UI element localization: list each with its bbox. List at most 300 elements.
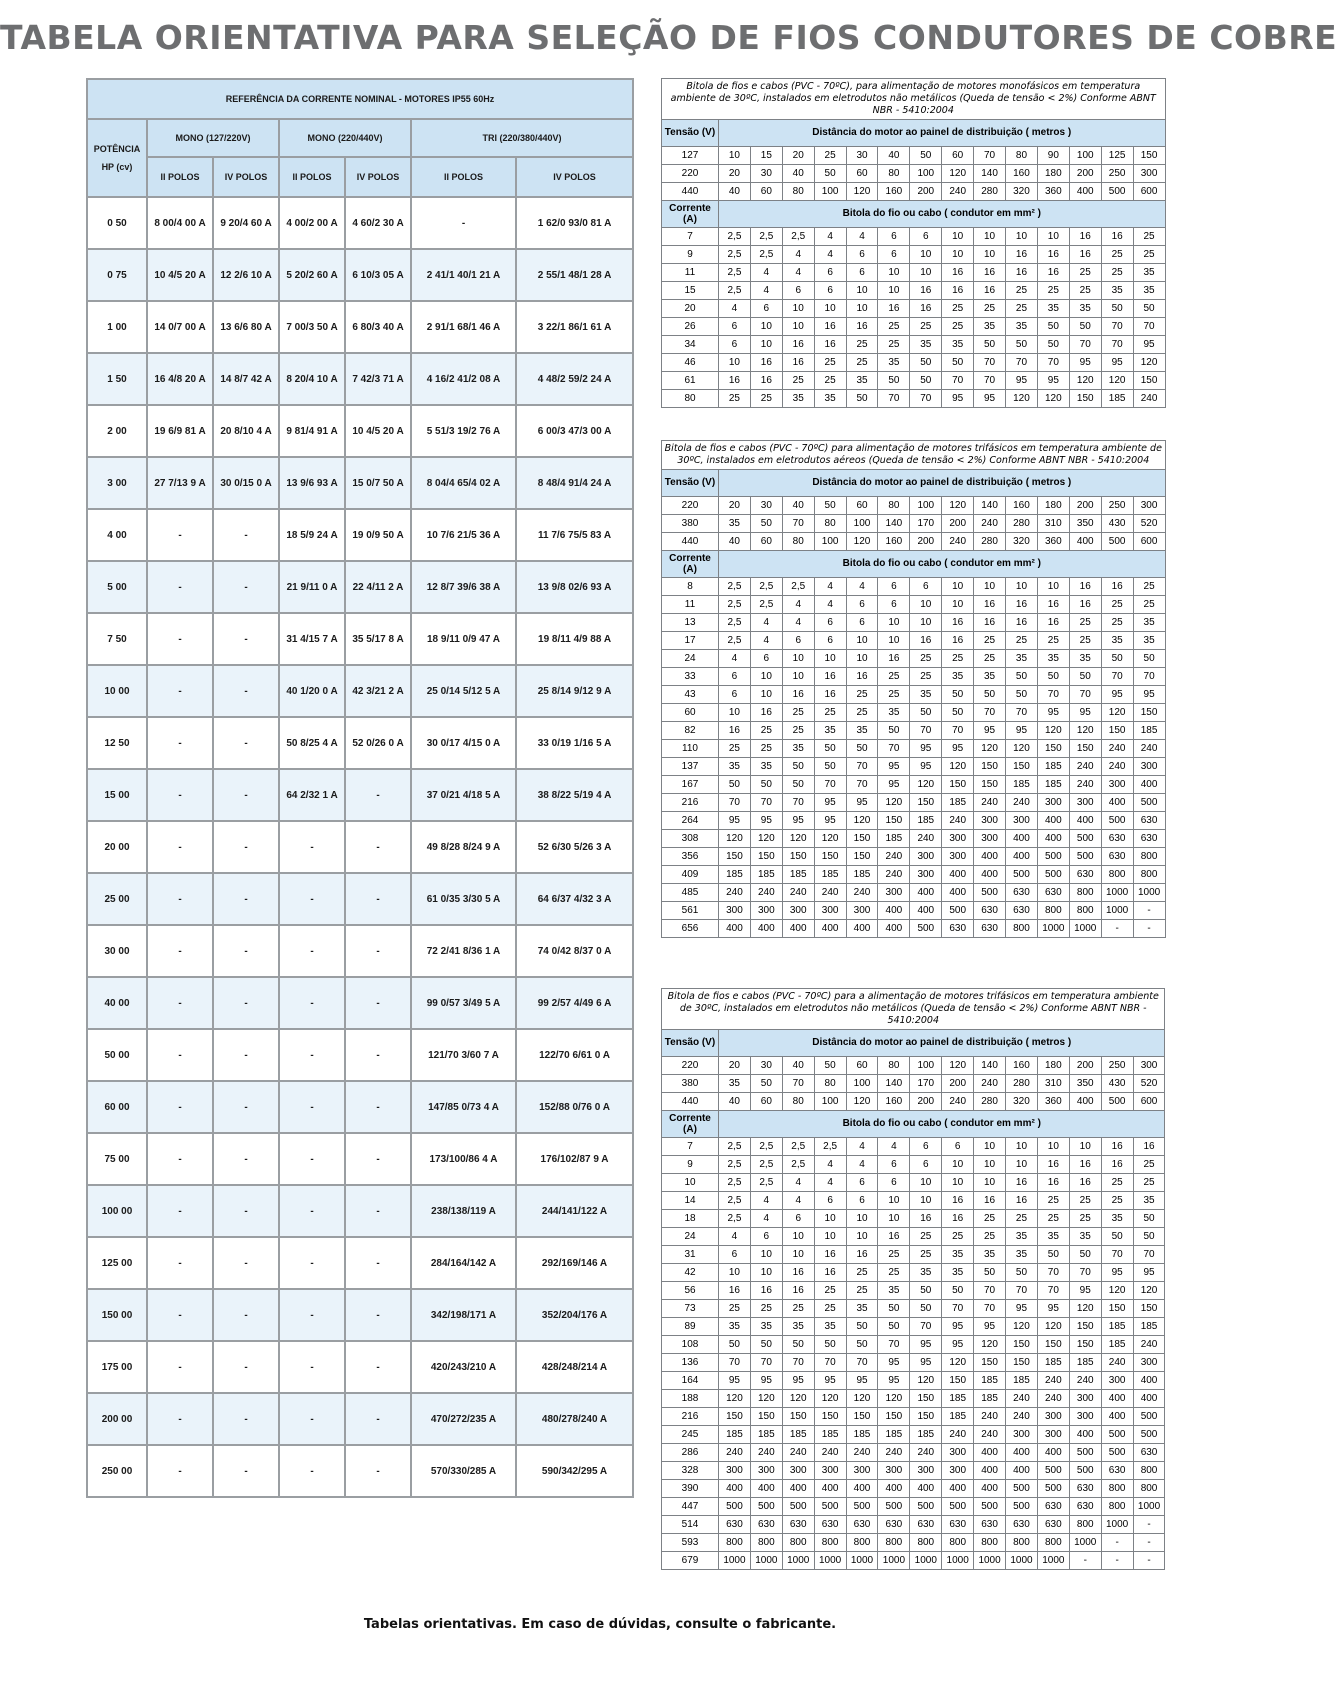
gauge-table-tri-aereos — [661, 440, 1166, 938]
current-cell: 61 0/35 3/30 5 A — [411, 873, 516, 925]
current-cell: 238/138/119 A — [411, 1185, 516, 1237]
current-cell: 147/85 0/73 4 A — [411, 1081, 516, 1133]
gauge-cell: 50 — [1069, 1246, 1101, 1264]
gauge-cell: 1000 — [814, 1552, 846, 1570]
current-cell: - — [213, 1133, 279, 1185]
gauge-cell: 240 — [1037, 1372, 1069, 1390]
gauge-cell: 25 — [846, 704, 878, 722]
gauge-cell: 25 — [814, 372, 846, 390]
gauge-cell: 120 — [719, 1390, 751, 1408]
gauge-cell: 500 — [719, 1498, 751, 1516]
gauge-cell: 10 — [942, 1156, 974, 1174]
distance-cell: 60 — [846, 1057, 878, 1075]
gauge-cell: 800 — [1069, 902, 1101, 920]
gauge-cell: 35 — [814, 722, 846, 740]
table-row — [662, 1282, 1165, 1300]
current-cell: 14 0/7 00 A — [147, 301, 213, 353]
current-cell: 9 20/4 60 A — [213, 197, 279, 249]
current-cell: 11 7/6 75/5 83 A — [516, 509, 633, 561]
gauge-cell: 70 — [1037, 1282, 1069, 1300]
gauge-cell: 150 — [1133, 372, 1165, 390]
gauge-cell: 500 — [1069, 830, 1101, 848]
table-row — [662, 1264, 1165, 1282]
gauge-cell: 50 — [974, 686, 1006, 704]
current-cell: 9 — [662, 246, 719, 264]
gauge-cell: 95 — [974, 1318, 1006, 1336]
gauge-cell: 185 — [846, 1426, 878, 1444]
gauge-cell: 10 — [878, 1192, 910, 1210]
gauge-cell: 4 — [814, 596, 846, 614]
gauge-cell: 10 — [1006, 1156, 1038, 1174]
gauge-cell: 150 — [719, 1408, 751, 1426]
distance-cell: 100 — [846, 1075, 878, 1093]
current-cell: 15 0/7 50 A — [345, 457, 411, 509]
potencia-cell: 3 00 — [87, 457, 147, 509]
gauge-cell: 10 — [719, 354, 751, 372]
gauge-cell: 400 — [750, 920, 782, 938]
gauge-cell: 630 — [910, 1516, 942, 1534]
table-row — [662, 372, 1166, 390]
current-cell: 6 10/3 05 A — [345, 249, 411, 301]
table-caption: Bitola de fios e cabos (PVC - 70ºC) para a alimentação de motores trifásicos em temperatura ambiente de 30ºC, instalados em eletrodutos não metálicos (Queda de tensão < 2%) Conforme ABNT NBR - 5410:2004 — [662, 989, 1165, 1030]
table-row — [662, 668, 1166, 686]
gauge-cell: 50 — [1006, 336, 1038, 354]
current-cell: 61 — [662, 372, 719, 390]
distance-cell: 520 — [1133, 515, 1165, 533]
current-cell: - — [213, 1445, 279, 1497]
gauge-cell: 16 — [1101, 1138, 1133, 1156]
gauge-cell: 10 — [974, 578, 1006, 596]
gauge-cell: 4 — [719, 1228, 751, 1246]
gauge-cell: 800 — [1133, 848, 1165, 866]
current-cell: - — [147, 977, 213, 1029]
distance-cell: 60 — [942, 147, 974, 165]
current-cell: 30 0/15 0 A — [213, 457, 279, 509]
gauge-cell: 35 — [910, 336, 942, 354]
gauge-cell: 50 — [910, 704, 942, 722]
gauge-cell: 10 — [1037, 1138, 1069, 1156]
current-cell: - — [147, 561, 213, 613]
gauge-cell: 35 — [974, 1246, 1006, 1264]
distance-cell: 50 — [750, 515, 782, 533]
gauge-cell: 800 — [1133, 866, 1165, 884]
gauge-cell: 25 — [910, 318, 942, 336]
current-cell: - — [345, 1341, 411, 1393]
motor-table-header: REFERÊNCIA DA CORRENTE NOMINAL - MOTORES IP55 60Hz — [87, 79, 633, 119]
gauge-cell: 50 — [719, 1336, 751, 1354]
current-cell: - — [279, 977, 345, 1029]
current-cell: 24 — [662, 650, 719, 668]
gauge-cell: 16 — [1101, 228, 1133, 246]
current-cell: 10 4/5 20 A — [345, 405, 411, 457]
gauge-cell: 95 — [878, 1372, 910, 1390]
gauge-cell: 16 — [750, 704, 782, 722]
current-cell: 470/272/235 A — [411, 1393, 516, 1445]
gauge-cell: 240 — [782, 1444, 814, 1462]
gauge-cell: 25 — [1069, 282, 1101, 300]
gauge-cell: - — [1101, 1534, 1133, 1552]
current-cell: - — [213, 925, 279, 977]
gauge-cell: 150 — [1006, 1336, 1038, 1354]
current-cell: 17 — [662, 632, 719, 650]
gauge-cell: - — [1101, 920, 1133, 938]
distance-cell: 20 — [719, 497, 751, 515]
gauge-cell: 50 — [942, 1282, 974, 1300]
distance-cell: 80 — [814, 1075, 846, 1093]
gauge-cell: 120 — [750, 830, 782, 848]
gauge-cell: 50 — [1133, 1210, 1165, 1228]
gauge-cell: 500 — [1133, 794, 1165, 812]
gauge-cell: 300 — [719, 1462, 751, 1480]
current-cell: 328 — [662, 1462, 719, 1480]
current-cell: - — [345, 873, 411, 925]
table-row — [662, 578, 1166, 596]
gauge-cell: 10 — [910, 614, 942, 632]
gauge-cell: 800 — [1006, 920, 1038, 938]
gauge-cell: 240 — [1101, 758, 1133, 776]
gauge-cell: 35 — [719, 1318, 751, 1336]
table-row — [662, 282, 1166, 300]
gauge-cell: 630 — [1069, 1498, 1101, 1516]
gauge-cell: 1000 — [846, 1552, 878, 1570]
gauge-cell: 10 — [878, 282, 910, 300]
gauge-cell: 35 — [782, 740, 814, 758]
page-title: TABELA ORIENTATIVA PARA SELEÇÃO DE FIOS CONDUTORES DE COBRE — [0, 18, 1337, 57]
gauge-cell: 95 — [1133, 686, 1165, 704]
gauge-cell: 150 — [1101, 1300, 1133, 1318]
current-cell: 8 20/4 10 A — [279, 353, 345, 405]
gauge-cell: 1000 — [750, 1552, 782, 1570]
current-cell: 31 4/15 7 A — [279, 613, 345, 665]
gauge-cell: 240 — [1069, 758, 1101, 776]
distance-cell: 100 — [846, 515, 878, 533]
gauge-cell: 240 — [1006, 1408, 1038, 1426]
table-row — [662, 884, 1166, 902]
gauge-cell: 185 — [1006, 1372, 1038, 1390]
gauge-cell: - — [1069, 1552, 1101, 1570]
gauge-cell: 70 — [878, 390, 910, 408]
gauge-cell: 35 — [1037, 1228, 1069, 1246]
gauge-cell: 2,5 — [814, 1138, 846, 1156]
gauge-cell: 50 — [1101, 300, 1133, 318]
gauge-cell: 35 — [1101, 632, 1133, 650]
gauge-cell: 500 — [846, 1498, 878, 1516]
gauge-cell: 95 — [1037, 704, 1069, 722]
gauge-cell: 185 — [878, 830, 910, 848]
current-cell: - — [147, 1289, 213, 1341]
current-cell: 188 — [662, 1390, 719, 1408]
gauge-cell: 35 — [814, 390, 846, 408]
gauge-cell: 2,5 — [750, 1156, 782, 1174]
gauge-cell: 25 — [782, 704, 814, 722]
gauge-cell: 50 — [878, 1318, 910, 1336]
gauge-cell: 240 — [846, 1444, 878, 1462]
gauge-cell: 1000 — [1037, 920, 1069, 938]
distance-cell: 310 — [1037, 1075, 1069, 1093]
current-cell: - — [147, 821, 213, 873]
gauge-cell: 120 — [1037, 390, 1069, 408]
distance-cell: 20 — [719, 1057, 751, 1075]
gauge-cell: 25 — [782, 722, 814, 740]
gauge-cell: 25 — [1069, 614, 1101, 632]
distance-cell: 600 — [1133, 1093, 1165, 1111]
gauge-cell: 2,5 — [719, 1192, 751, 1210]
table-row — [87, 1237, 633, 1289]
distance-cell: 20 — [782, 147, 814, 165]
gauge-cell: 630 — [1006, 902, 1038, 920]
gauge-cell: 95 — [782, 812, 814, 830]
gauge-cell: 630 — [1037, 1498, 1069, 1516]
gauge-cell: 120 — [1006, 390, 1038, 408]
gauge-cell: 35 — [846, 722, 878, 740]
gauge-cell: 150 — [782, 1408, 814, 1426]
table-row — [87, 769, 633, 821]
gauge-cell: 120 — [1101, 704, 1133, 722]
table-row — [87, 301, 633, 353]
gauge-cell: 400 — [1037, 1444, 1069, 1462]
distance-cell: 320 — [1006, 533, 1038, 551]
gauge-cell: 2,5 — [719, 282, 751, 300]
potencia-cell: 0 50 — [87, 197, 147, 249]
gauge-cell: 35 — [1006, 1246, 1038, 1264]
distance-cell: 60 — [846, 165, 878, 183]
gauge-cell: 800 — [1037, 902, 1069, 920]
gauge-cell: 630 — [1069, 866, 1101, 884]
gauge-cell: 185 — [878, 1426, 910, 1444]
table-row — [662, 1093, 1165, 1111]
table-row — [87, 717, 633, 769]
gauge-cell: 35 — [1037, 650, 1069, 668]
distance-cell: 520 — [1133, 1075, 1165, 1093]
gauge-cell: 300 — [942, 830, 974, 848]
gauge-cell: 16 — [1133, 1138, 1165, 1156]
current-cell: 8 04/4 65/4 02 A — [411, 457, 516, 509]
gauge-cell: 10 — [846, 1210, 878, 1228]
distance-cell: 180 — [1037, 497, 1069, 515]
gauge-cell: 240 — [1133, 740, 1165, 758]
gauge-cell: 10 — [782, 668, 814, 686]
gauge-cell: 35 — [1133, 282, 1165, 300]
current-cell: 20 — [662, 300, 719, 318]
gauge-cell: 10 — [942, 1174, 974, 1192]
gauge-cell: 70 — [1101, 668, 1133, 686]
gauge-cell: 16 — [814, 668, 846, 686]
distance-cell: 250 — [1101, 497, 1133, 515]
tension-cell: 440 — [662, 183, 719, 201]
current-cell: - — [345, 769, 411, 821]
gauge-cell: 35 — [1006, 318, 1038, 336]
current-header-row — [662, 1111, 1165, 1138]
current-cell: - — [147, 613, 213, 665]
current-cell: 19 8/11 4/9 88 A — [516, 613, 633, 665]
gauge-cell: 500 — [1037, 866, 1069, 884]
tension-cell: 220 — [662, 165, 719, 183]
gauge-cell: 4 — [846, 1156, 878, 1174]
gauge-cell: 6 — [782, 1210, 814, 1228]
gauge-cell: 25 — [878, 1246, 910, 1264]
gauge-cell: 6 — [814, 614, 846, 632]
gauge-cell: 10 — [846, 650, 878, 668]
current-cell: - — [345, 1081, 411, 1133]
table-row — [87, 665, 633, 717]
gauge-cell: 150 — [1101, 722, 1133, 740]
current-cell: 72 2/41 8/36 1 A — [411, 925, 516, 977]
gauge-cell: 35 — [974, 318, 1006, 336]
gauge-cell: 300 — [1069, 794, 1101, 812]
gauge-cell: 630 — [1006, 884, 1038, 902]
gauge-cell: 4 — [750, 632, 782, 650]
gauge-cell: 95 — [719, 1372, 751, 1390]
gauge-cell: 70 — [782, 794, 814, 812]
table-row — [87, 1081, 633, 1133]
gauge-cell: 300 — [1006, 812, 1038, 830]
gauge-cell: 70 — [910, 722, 942, 740]
distance-cell: 300 — [1133, 165, 1165, 183]
current-cell: - — [147, 925, 213, 977]
table-row — [662, 1210, 1165, 1228]
gauge-cell: 2,5 — [719, 1174, 751, 1192]
gauge-cell: 400 — [942, 866, 974, 884]
gauge-cell: 50 — [814, 740, 846, 758]
gauge-cell: 50 — [750, 1336, 782, 1354]
gauge-cell: 35 — [878, 1282, 910, 1300]
gauge-cell: 70 — [814, 776, 846, 794]
distance-cell: 360 — [1037, 1093, 1069, 1111]
potencia-cell: 100 00 — [87, 1185, 147, 1237]
current-cell: - — [147, 769, 213, 821]
gauge-cell: 95 — [814, 1372, 846, 1390]
gauge-cell: 400 — [1037, 830, 1069, 848]
gauge-cell: 10 — [846, 300, 878, 318]
gauge-cell: 10 — [910, 1174, 942, 1192]
current-cell: 286 — [662, 1444, 719, 1462]
distance-cell: 50 — [814, 497, 846, 515]
gauge-cell: 50 — [910, 354, 942, 372]
gauge-cell: 50 — [719, 776, 751, 794]
gauge-cell: 70 — [846, 776, 878, 794]
gauge-cell: 10 — [814, 1210, 846, 1228]
current-cell: 514 — [662, 1516, 719, 1534]
current-cell: 7 — [662, 1138, 719, 1156]
current-cell: 18 — [662, 1210, 719, 1228]
gauge-cell: 95 — [814, 812, 846, 830]
gauge-cell: 16 — [814, 1246, 846, 1264]
table-caption: Bitola de fios e cabos (PVC - 70ºC), para alimentação de motores monofásicos em temperatura ambiente de 30ºC, instalados em eletrodutos não metálicos (Queda de tensão < 2%) Conforme ABNT NBR - 5410:2004 — [662, 79, 1166, 120]
gauge-cell: 120 — [846, 812, 878, 830]
gauge-cell: 500 — [910, 1498, 942, 1516]
table-row — [662, 776, 1166, 794]
gauge-cell: 95 — [1006, 722, 1038, 740]
gauge-cell: 16 — [878, 300, 910, 318]
gauge-cell: 95 — [1133, 1264, 1165, 1282]
distance-cell: 180 — [1037, 165, 1069, 183]
gauge-cell: 800 — [1101, 866, 1133, 884]
gauge-cell: 16 — [942, 264, 974, 282]
current-cell: 56 — [662, 1282, 719, 1300]
footer-note: Tabelas orientativas. Em caso de dúvidas, consulte o fabricante. — [363, 1617, 837, 1632]
distance-cell: 200 — [910, 1093, 942, 1111]
distance-cell: 600 — [1133, 533, 1165, 551]
gauge-cell: 300 — [814, 902, 846, 920]
gauge-cell: 300 — [878, 884, 910, 902]
gauge-cell: 25 — [974, 1228, 1006, 1246]
current-cell: 7 42/3 71 A — [345, 353, 411, 405]
current-cell: - — [147, 1237, 213, 1289]
tension-header-row — [662, 120, 1166, 147]
gauge-cell: 240 — [1101, 1354, 1133, 1372]
gauge-cell: 300 — [942, 1444, 974, 1462]
potencia-cell: 20 00 — [87, 821, 147, 873]
gauge-cell: 25 — [1101, 1192, 1133, 1210]
distance-cell: 400 — [1069, 183, 1101, 201]
gauge-cell: 240 — [1133, 1336, 1165, 1354]
distance-cell: 60 — [846, 497, 878, 515]
gauge-cell: 300 — [750, 1462, 782, 1480]
distance-cell: 400 — [1069, 533, 1101, 551]
distance-cell: 100 — [910, 497, 942, 515]
gauge-cell: 50 — [782, 758, 814, 776]
current-cell: 18 9/11 0/9 47 A — [411, 613, 516, 665]
current-cell: 27 7/13 9 A — [147, 457, 213, 509]
gauge-cell: 500 — [942, 902, 974, 920]
current-cell: 64 6/37 4/32 3 A — [516, 873, 633, 925]
gauge-cell: 500 — [1069, 1462, 1101, 1480]
gauge-cell: 16 — [1006, 1174, 1038, 1192]
current-cell: - — [213, 665, 279, 717]
gauge-cell: 185 — [1037, 1354, 1069, 1372]
table-row — [662, 686, 1166, 704]
gauge-cell: 400 — [1006, 1462, 1038, 1480]
gauge-cell: 4 — [750, 614, 782, 632]
gauge-cell: 6 — [910, 1156, 942, 1174]
gauge-cell: 35 — [846, 372, 878, 390]
gauge-cell: 10 — [974, 1174, 1006, 1192]
distance-cell: 240 — [942, 183, 974, 201]
gauge-cell: 95 — [846, 794, 878, 812]
distance-cell: 100 — [814, 533, 846, 551]
gauge-cell: 240 — [974, 794, 1006, 812]
gauge-cell: - — [1133, 1552, 1165, 1570]
distance-cell: 70 — [782, 1075, 814, 1093]
current-cell: 49 8/28 8/24 9 A — [411, 821, 516, 873]
gauge-cell: 240 — [974, 1408, 1006, 1426]
gauge-cell: 2,5 — [750, 246, 782, 264]
gauge-cell: - — [1133, 902, 1165, 920]
gauge-cell: 6 — [910, 228, 942, 246]
gauge-cell: 2,5 — [750, 228, 782, 246]
current-cell: 264 — [662, 812, 719, 830]
gauge-cell: 400 — [1006, 1444, 1038, 1462]
gauge-cell: 16 — [1006, 1192, 1038, 1210]
gauge-cell: 240 — [719, 884, 751, 902]
gauge-cell: 150 — [719, 848, 751, 866]
gauge-cell: 50 — [878, 722, 910, 740]
table-row — [662, 497, 1166, 515]
gauge-cell: 120 — [1101, 372, 1133, 390]
gauge-cell: 95 — [878, 758, 910, 776]
gauge-cell: 6 — [782, 632, 814, 650]
gauge-cell: 300 — [1133, 1354, 1165, 1372]
gauge-cell: 2,5 — [719, 228, 751, 246]
table-row — [662, 336, 1166, 354]
gauge-cell: 6 — [910, 1138, 942, 1156]
distance-cell: 430 — [1101, 1075, 1133, 1093]
gauge-cell: 70 — [1101, 1246, 1133, 1264]
gauge-cell: 800 — [1101, 1498, 1133, 1516]
distance-cell: 40 — [878, 147, 910, 165]
current-cell: 308 — [662, 830, 719, 848]
gauge-cell: 95 — [974, 390, 1006, 408]
